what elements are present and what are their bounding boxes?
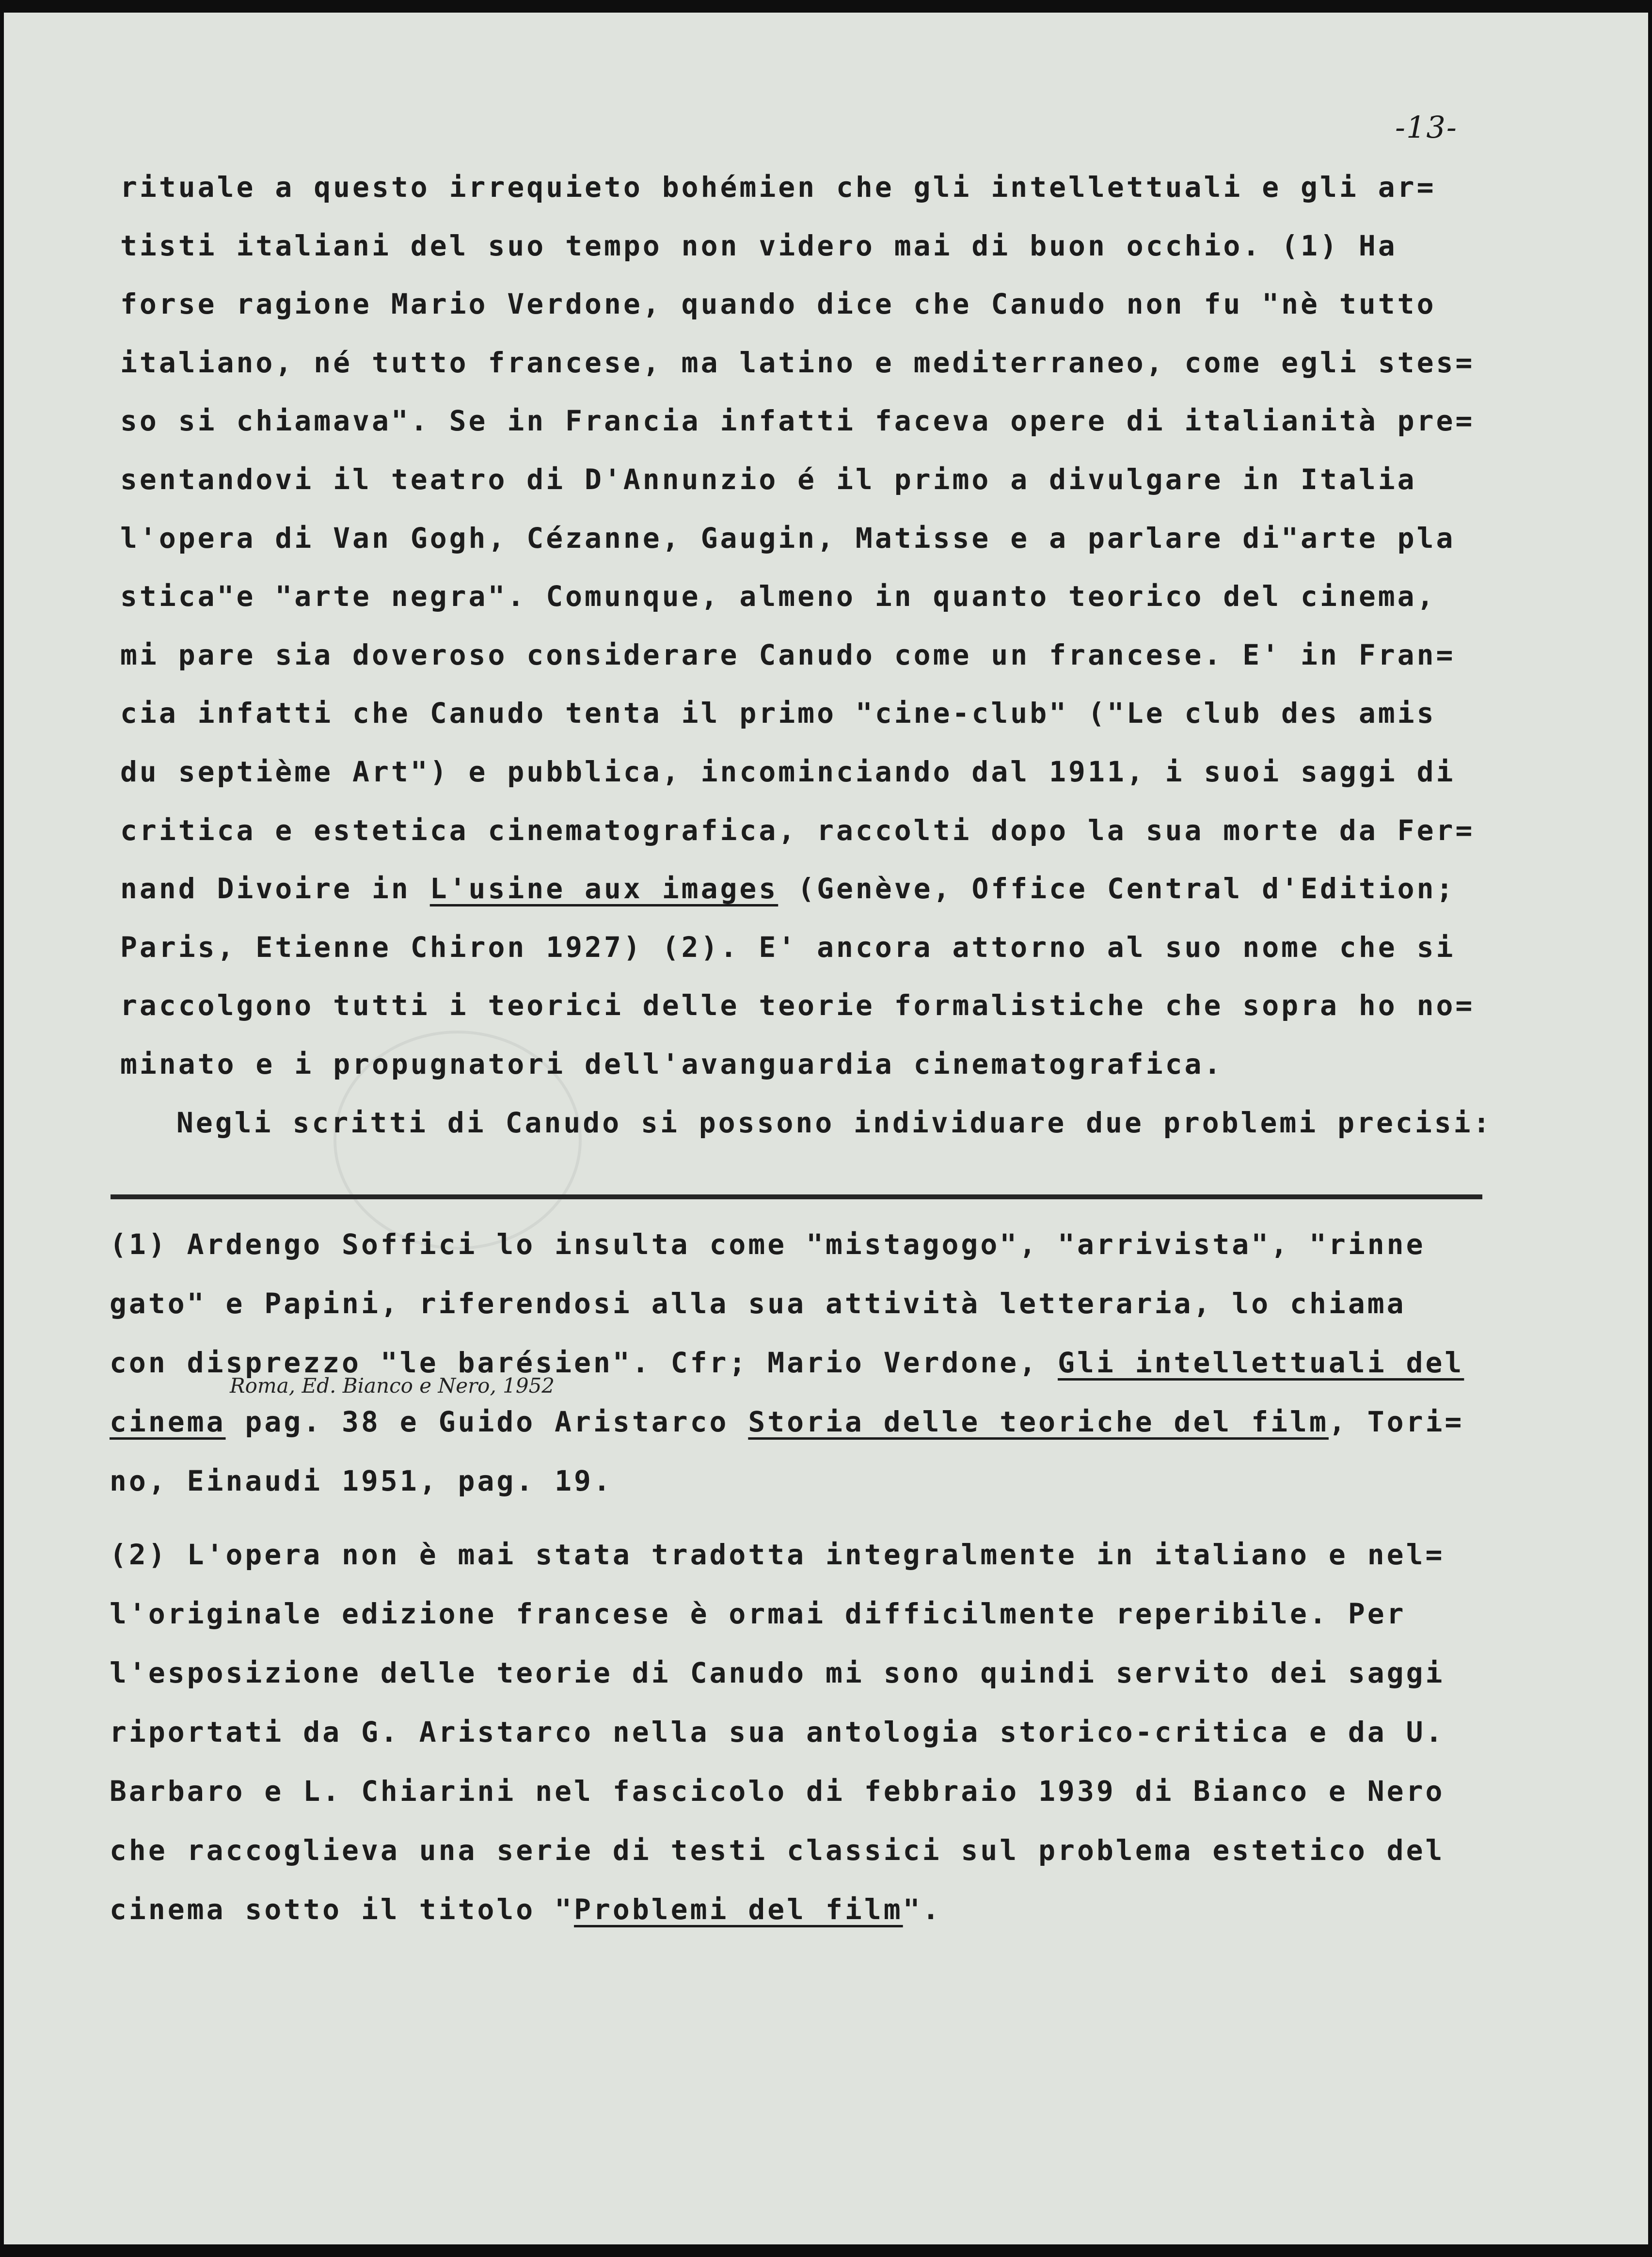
main-body-text [120,158,1493,1152]
typewritten-page [4,13,1648,2244]
body-line: minato e i propugnatori dell'avanguardia cinematografica. [120,1047,1223,1081]
footnote-1-line: no, Einaudi 1951, pag. 19. [110,1464,613,1497]
footnote-1-line: gato" e Papini, riferendosi alla sua attività letteraria, lo chiama [110,1287,1406,1320]
body-line: so si chiamava". Se in Francia infatti faceva opere di italianità pre= [120,404,1475,438]
underlined-title: cinema [110,1405,226,1438]
footnote-1-line [110,1392,1464,1451]
body-line: du septième Art") e pubblica, incominciando dal 1911, i suoi saggi di [120,755,1456,788]
text-segment: cinema sotto il titolo " [110,1893,574,1926]
underlined-title: Gli intellettuali del [1058,1346,1464,1379]
body-line [120,859,1493,918]
underlined-title: Problemi del film [574,1893,903,1926]
text-segment: nand Divoire in [120,872,430,906]
footnote-1 [110,1215,1464,1510]
body-line: mi pare sia doveroso considerare Canudo come un francese. E' in Fran= [120,638,1456,671]
page-number: -13- [1395,110,1458,145]
footnote-2-line: riportati da G. Aristarco nella sua antologia storico-critica e da U. [110,1716,1445,1748]
footnote-2-line: (2) L'opera non è mai stata tradotta integralmente in italiano e nel= [110,1538,1445,1571]
footnote-2-line: l'esposizione delle teorie di Canudo mi sono quindi servito dei saggi [110,1656,1445,1689]
underlined-title: L'usine aux images [429,872,778,906]
text-segment: con disprezzo "le barésien". Cfr; Mario Verdone, [110,1346,1058,1379]
body-line: Negli scritti di Canudo si possono individuare due problemi precisi: [176,1106,1493,1139]
body-line: sentandovi il teatro di D'Annunzio é il primo a divulgare in Italia [120,462,1417,496]
handwritten-annotation: Roma, Ed. Bianco e Nero, 1952 [230,1374,555,1398]
body-line: critica e estetica cinematografica, raccolti dopo la sua morte da Fer= [120,813,1475,847]
footnote-2-line: l'originale edizione francese è ormai difficilmente reperibile. Per [110,1597,1406,1630]
footnote-2-line [110,1880,1445,1939]
body-line: Paris, Etienne Chiron 1927) (2). E' ancora attorno al suo nome che si [120,930,1456,964]
body-line: stica"e "arte negra". Comunque, almeno in quanto teorico del cinema, [120,580,1436,613]
text-segment: ". [903,1893,942,1926]
footnote-2 [110,1525,1445,1939]
footnote-separator [111,1194,1482,1199]
body-line: forse ragione Mario Verdone, quando dice che Canudo non fu "nè tutto [120,287,1436,321]
text-segment: pag. 38 e Guido Aristarco [225,1405,748,1438]
underlined-title: Storia delle teoriche del film [748,1405,1329,1438]
text-segment: , Tori= [1328,1405,1464,1438]
body-line: tisti italiani del suo tempo non videro mai di buon occhio. (1) Ha [120,229,1398,262]
body-line: italiano, né tutto francese, ma latino e mediterraneo, come egli stes= [120,346,1475,379]
body-line: l'opera di Van Gogh, Cézanne, Gaugin, Matisse e a parlare di"arte pla [120,521,1456,555]
text-segment: (Genève, Office Central d'Edition; [778,872,1456,906]
footnote-2-line: che raccoglieva una serie di testi classici sul problema estetico del [110,1834,1445,1867]
footnote-1-line: (1) Ardengo Soffici lo insulta come "mistagogo", "arrivista", "rinne [110,1228,1426,1261]
footnote-2-line: Barbaro e L. Chiarini nel fascicolo di febbraio 1939 di Bianco e Nero [110,1775,1445,1808]
body-line: raccolgono tutti i teorici delle teorie formalistiche che sopra ho no= [120,989,1475,1022]
body-line: cia infatti che Canudo tenta il primo "cine-club" ("Le club des amis [120,697,1436,730]
body-line: rituale a questo irrequieto bohémien che gli intellettuali e gli ar= [120,171,1436,204]
